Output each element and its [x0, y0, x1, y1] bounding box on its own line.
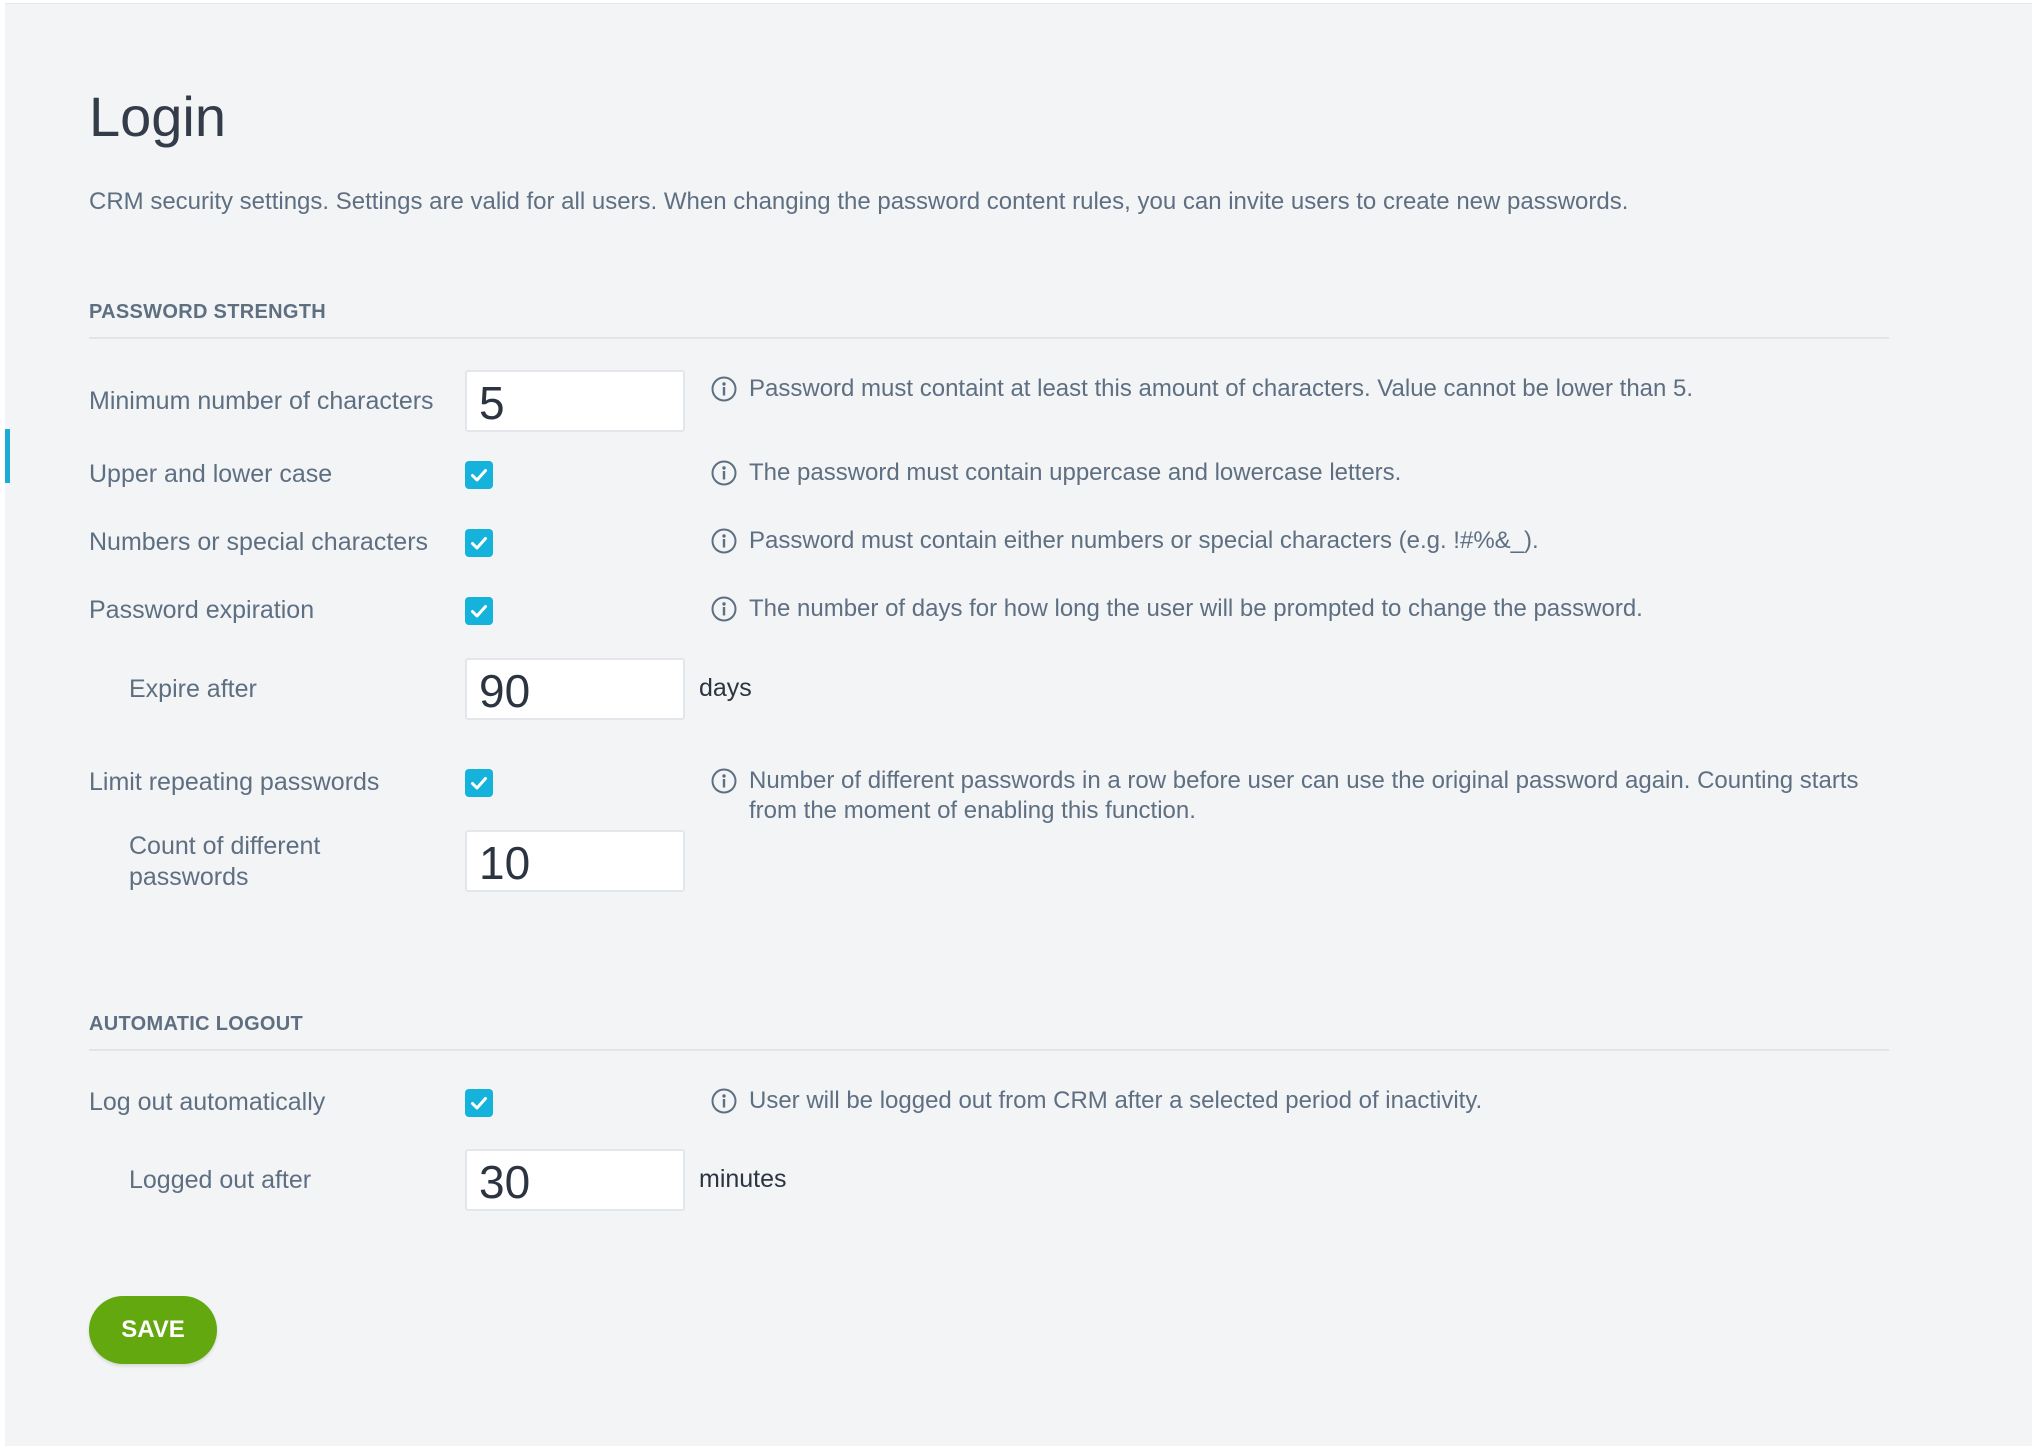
section-divider	[89, 1049, 1889, 1051]
expiration-checkbox[interactable]	[465, 597, 493, 625]
checkmark-icon	[469, 773, 489, 793]
section-title-password-strength: PASSWORD STRENGTH	[89, 301, 326, 323]
upper-lower-help-text: The password must contain uppercase and lowercase letters.	[749, 459, 1402, 486]
info-icon	[711, 460, 737, 486]
save-button[interactable]: SAVE	[89, 1296, 217, 1364]
page-intro: CRM security settings. Settings are valid for all users. When changing the password content rules, you can invite users to create new passwords.	[89, 188, 1629, 215]
min-chars-input[interactable]	[465, 370, 685, 432]
logout-label: Log out automatically	[89, 1088, 326, 1116]
expiration-help	[711, 594, 1901, 624]
min-chars-help	[711, 374, 1901, 404]
logout-checkbox[interactable]	[465, 1089, 493, 1117]
logout-help	[711, 1086, 1901, 1116]
logged-out-after-input[interactable]	[465, 1149, 685, 1211]
info-icon	[711, 768, 737, 794]
repeating-help-text: Number of different passwords in a row before user can use the original password again. Counting starts from the moment of enabling this function.	[749, 767, 1859, 824]
checkmark-icon	[469, 465, 489, 485]
repeating-checkbox[interactable]	[465, 769, 493, 797]
info-icon	[711, 376, 737, 402]
expiration-help-text: The number of days for how long the user will be prompted to change the password.	[749, 595, 1643, 622]
numbers-special-help-text: Password must contain either numbers or special characters (e.g. !#%&_).	[749, 527, 1539, 554]
info-icon	[711, 528, 737, 554]
logout-help-text: User will be logged out from CRM after a selected period of inactivity.	[749, 1087, 1483, 1114]
numbers-special-label: Numbers or special characters	[89, 528, 429, 556]
expire-after-input[interactable]	[465, 658, 685, 720]
expire-after-label: Expire after	[129, 675, 257, 703]
upper-lower-help	[711, 458, 1901, 488]
checkmark-icon	[469, 533, 489, 553]
logged-out-after-label: Logged out after	[129, 1166, 312, 1194]
section-title-automatic-logout: AUTOMATIC LOGOUT	[89, 1013, 304, 1035]
numbers-special-checkbox[interactable]	[465, 529, 493, 557]
active-nav-indicator	[5, 429, 10, 483]
min-chars-help-text: Password must containt at least this amount of characters. Value cannot be lower than 5.	[749, 375, 1694, 402]
count-different-label: Count of different passwords	[129, 832, 321, 891]
expiration-label: Password expiration	[89, 596, 315, 624]
info-icon	[711, 596, 737, 622]
upper-lower-label: Upper and lower case	[89, 460, 333, 488]
upper-lower-checkbox[interactable]	[465, 461, 493, 489]
checkmark-icon	[469, 1093, 489, 1113]
min-chars-label: Minimum number of characters	[89, 387, 434, 415]
logged-out-after-unit: minutes	[699, 1165, 787, 1193]
page-title: Login	[89, 85, 227, 148]
info-icon	[711, 1088, 737, 1114]
repeating-help	[711, 766, 1901, 826]
settings-page	[5, 3, 2032, 1446]
numbers-special-help	[711, 526, 1901, 556]
repeating-label: Limit repeating passwords	[89, 768, 380, 796]
section-divider	[89, 337, 1889, 339]
checkmark-icon	[469, 601, 489, 621]
count-different-input[interactable]	[465, 830, 685, 892]
expire-after-unit: days	[699, 674, 752, 702]
